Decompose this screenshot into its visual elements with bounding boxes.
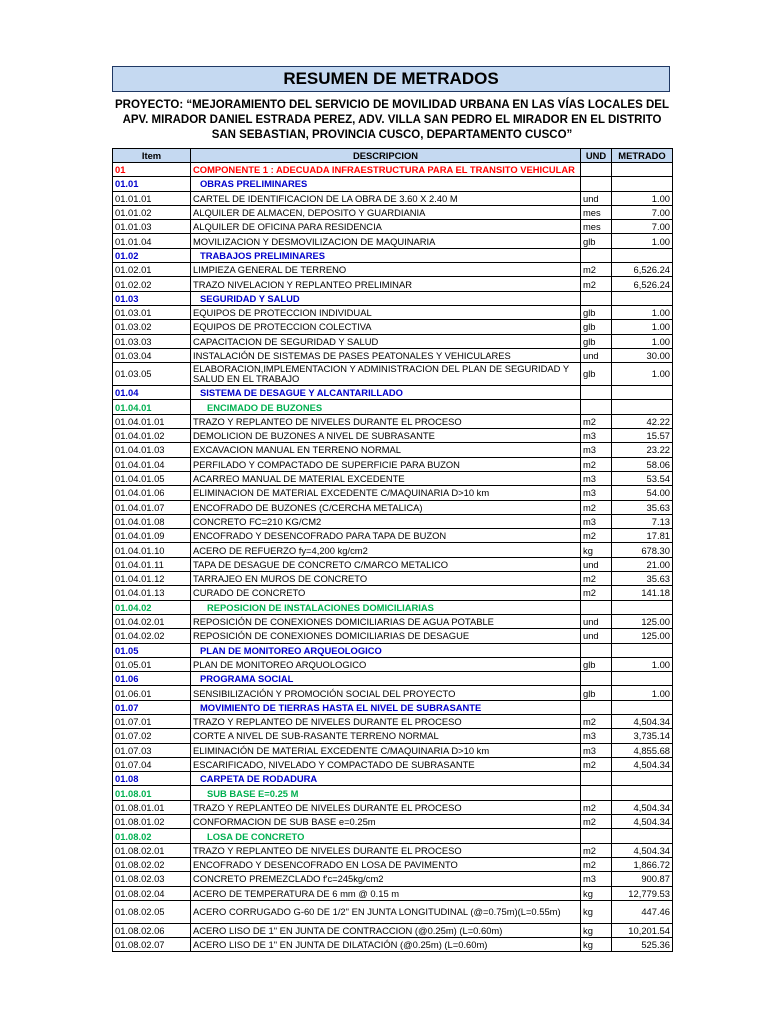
item-code-cell: 01.04 [113,386,191,400]
table-row [113,572,673,586]
metrado-cell: 54.00 [612,486,673,500]
metrado-cell: 125.00 [612,629,673,643]
item-code-cell: 01.04.01.08 [113,514,191,528]
unit-cell: m2 [581,414,612,428]
unit-cell: m2 [581,500,612,514]
table-row [113,291,673,305]
table-row [113,600,673,614]
description-cell: TRAZO Y REPLANTEO DE NIVELES DURANTE EL PROCESO [191,800,581,814]
item-code-cell: 01.07.04 [113,757,191,771]
description-cell: SUB BASE E=0.25 M [191,786,581,800]
metrado-cell [612,400,673,414]
item-code-cell: 01.04.01 [113,400,191,414]
unit-cell: m3 [581,443,612,457]
item-code-cell: 01.04.01.10 [113,543,191,557]
description-cell: ENCOFRADO Y DESENCOFRADO PARA TAPA DE BUZON [191,529,581,543]
table-row [113,305,673,319]
description-cell: CARPETA DE RODADURA [191,772,581,786]
unit-cell: und [581,629,612,643]
item-code-cell: 01.08.01 [113,786,191,800]
table-row [113,429,673,443]
metrado-cell: 17.81 [612,529,673,543]
unit-cell [581,177,612,191]
metrado-cell [612,163,673,177]
metrado-cell: 42.22 [612,414,673,428]
item-code-cell: 01.08.01.01 [113,800,191,814]
description-cell: INSTALACIÓN DE SISTEMAS DE PASES PEATONALES Y VEHICULARES [191,348,581,362]
metrado-cell: 35.63 [612,572,673,586]
table-row [113,320,673,334]
unit-cell: und [581,348,612,362]
unit-cell [581,163,612,177]
item-code-cell: 01.08.02.04 [113,886,191,900]
item-code-cell: 01.07.02 [113,729,191,743]
item-code-cell: 01.03.04 [113,348,191,362]
metrado-cell: 1,866.72 [612,857,673,871]
metrado-cell: 1.00 [612,305,673,319]
item-code-cell: 01.04.01.06 [113,486,191,500]
metrado-cell: 525.36 [612,938,673,952]
table-row [113,363,673,386]
description-cell: LOSA DE CONCRETO [191,829,581,843]
metrado-cell: 3,735.14 [612,729,673,743]
table-row [113,672,673,686]
description-cell: ACARREO MANUAL DE MATERIAL EXCEDENTE [191,471,581,485]
description-cell: ACERO DE REFUERZO fy=4,200 kg/cm2 [191,543,581,557]
table-row [113,471,673,485]
metrado-cell: 4,504.34 [612,815,673,829]
metrado-cell: 10,201.54 [612,923,673,937]
item-code-cell: 01.04.01.12 [113,572,191,586]
unit-cell: m3 [581,743,612,757]
unit-cell [581,829,612,843]
metrado-cell [612,600,673,614]
header-metrado: METRADO [612,149,673,163]
unit-cell: m2 [581,714,612,728]
item-code-cell: 01.06 [113,672,191,686]
unit-cell: und [581,557,612,571]
description-cell: REPOSICIÓN DE CONEXIONES DOMICILIARIAS DE DESAGUE [191,629,581,643]
description-cell: PERFILADO Y COMPACTADO DE SUPERFICIE PARA BUZON [191,457,581,471]
item-code-cell: 01.03.05 [113,363,191,386]
unit-cell: m2 [581,857,612,871]
document-title: RESUMEN DE METRADOS [112,66,670,92]
metrado-cell: 21.00 [612,557,673,571]
metrado-cell: 1.00 [612,320,673,334]
unit-cell: m2 [581,843,612,857]
table-row [113,163,673,177]
table-row [113,457,673,471]
unit-cell: glb [581,334,612,348]
metrado-cell [612,291,673,305]
unit-cell: m2 [581,529,612,543]
description-cell: TRAZO Y REPLANTEO DE NIVELES DURANTE EL PROCESO [191,843,581,857]
description-cell: PLAN DE MONITOREO ARQUEOLOGICO [191,643,581,657]
item-code-cell: 01.01.02 [113,205,191,219]
table-row [113,886,673,900]
table-row [113,686,673,700]
table-row [113,815,673,829]
metrado-cell [612,672,673,686]
metrado-cell: 1.00 [612,363,673,386]
item-code-cell: 01.04.01.01 [113,414,191,428]
item-code-cell: 01.03 [113,291,191,305]
header-unit: UND [581,149,612,163]
table-row [113,234,673,248]
unit-cell: m2 [581,263,612,277]
item-code-cell: 01.02.02 [113,277,191,291]
metrados-table [112,148,673,952]
description-cell: DEMOLICION DE BUZONES A NIVEL DE SUBRASANTE [191,429,581,443]
metrado-cell [612,643,673,657]
metrado-cell [612,386,673,400]
unit-cell [581,600,612,614]
item-code-cell: 01.08.02.07 [113,938,191,952]
table-row [113,514,673,528]
description-cell: TRAZO NIVELACION Y REPLANTEO PRELIMINAR [191,277,581,291]
table-row [113,248,673,262]
description-cell: ESCARIFICADO, NIVELADO Y COMPACTADO DE SUBRASANTE [191,757,581,771]
table-row [113,486,673,500]
description-cell: ACERO CORRUGADO G-60 DE 1/2" EN JUNTA LONGITUDINAL (@=0.75m)(L=0.55m) [191,900,581,923]
unit-cell: kg [581,938,612,952]
metrado-cell: 7.00 [612,205,673,219]
table-row [113,614,673,628]
unit-cell: kg [581,900,612,923]
metrado-cell: 35.63 [612,500,673,514]
unit-cell: glb [581,320,612,334]
unit-cell [581,700,612,714]
table-row [113,220,673,234]
unit-cell: kg [581,923,612,937]
unit-cell: m2 [581,277,612,291]
unit-cell [581,400,612,414]
metrado-cell: 1.00 [612,334,673,348]
table-row [113,714,673,728]
item-code-cell: 01.07.03 [113,743,191,757]
description-cell: ENCOFRADO DE BUZONES (C/CERCHA METALICA) [191,500,581,514]
description-cell: EQUIPOS DE PROTECCION INDIVIDUAL [191,305,581,319]
table-row [113,334,673,348]
table-row [113,900,673,923]
table-row [113,348,673,362]
unit-cell [581,772,612,786]
table-row [113,386,673,400]
description-cell: SISTEMA DE DESAGUE Y ALCANTARILLADO [191,386,581,400]
table-row [113,800,673,814]
table-row [113,643,673,657]
unit-cell [581,386,612,400]
description-cell: EXCAVACION MANUAL EN TERRENO NORMAL [191,443,581,457]
item-code-cell: 01.04.01.05 [113,471,191,485]
metrado-cell: 447.46 [612,900,673,923]
unit-cell: m2 [581,757,612,771]
metrado-cell: 125.00 [612,614,673,628]
description-cell: LIMPIEZA GENERAL DE TERRENO [191,263,581,277]
description-cell: CONFORMACION DE SUB BASE e=0.25m [191,815,581,829]
table-row [113,757,673,771]
description-cell: PLAN DE MONITOREO ARQUOLOGICO [191,657,581,671]
metrado-cell [612,829,673,843]
table-row [113,729,673,743]
header-description: DESCRIPCION [191,149,581,163]
description-cell: TAPA DE DESAGUE DE CONCRETO C/MARCO METALICO [191,557,581,571]
table-row [113,843,673,857]
metrado-cell: 1.00 [612,657,673,671]
table-row [113,657,673,671]
description-cell: ACERO LISO DE 1" EN JUNTA DE DILATACIÓN (@0.25m) (L=0.60m) [191,938,581,952]
unit-cell: mes [581,205,612,219]
unit-cell: m3 [581,729,612,743]
table-body [113,163,673,952]
table-row [113,743,673,757]
metrado-cell: 141.18 [612,586,673,600]
metrado-cell: 6,526.24 [612,277,673,291]
unit-cell [581,291,612,305]
unit-cell: m2 [581,572,612,586]
table-row [113,443,673,457]
metrado-cell: 7.00 [612,220,673,234]
table-row [113,414,673,428]
table-row [113,700,673,714]
item-code-cell: 01.04.01.03 [113,443,191,457]
item-code-cell: 01.04.01.11 [113,557,191,571]
metrado-cell: 4,504.34 [612,714,673,728]
description-cell: ACERO LISO DE 1" EN JUNTA DE CONTRACCION (@0.25m) (L=0.60m) [191,923,581,937]
unit-cell: m2 [581,815,612,829]
description-cell: CORTE A NIVEL DE SUB-RASANTE TERRENO NORMAL [191,729,581,743]
description-cell: OBRAS PRELIMINARES [191,177,581,191]
unit-cell: m3 [581,514,612,528]
item-code-cell: 01.03.03 [113,334,191,348]
item-code-cell: 01.08.02.05 [113,900,191,923]
table-row [113,500,673,514]
unit-cell [581,786,612,800]
item-code-cell: 01.03.02 [113,320,191,334]
item-code-cell: 01.08 [113,772,191,786]
item-code-cell: 01.07.01 [113,714,191,728]
description-cell: TARRAJEO EN MUROS DE CONCRETO [191,572,581,586]
table-row [113,177,673,191]
description-cell: ELIMINACIÓN DE MATERIAL EXCEDENTE C/MAQUINARIA D>10 km [191,743,581,757]
unit-cell: glb [581,686,612,700]
metrado-cell: 1.00 [612,191,673,205]
description-cell: MOVIMIENTO DE TIERRAS HASTA EL NIVEL DE SUBRASANTE [191,700,581,714]
unit-cell: m3 [581,486,612,500]
item-code-cell: 01.05 [113,643,191,657]
metrado-cell [612,177,673,191]
table-row [113,857,673,871]
description-cell: REPOSICION DE INSTALACIONES DOMICILIARIAS [191,600,581,614]
metrado-cell [612,772,673,786]
unit-cell: kg [581,543,612,557]
table-row [113,543,673,557]
item-code-cell: 01.04.02.01 [113,614,191,628]
item-code-cell: 01.04.01.04 [113,457,191,471]
unit-cell: und [581,191,612,205]
table-row [113,263,673,277]
description-cell: TRAZO Y REPLANTEO DE NIVELES DURANTE EL PROCESO [191,414,581,428]
metrado-cell: 12,779.53 [612,886,673,900]
metrado-cell: 6,526.24 [612,263,673,277]
item-code-cell: 01.08.02.03 [113,872,191,886]
metrado-cell: 4,855.68 [612,743,673,757]
table-row [113,205,673,219]
unit-cell: m3 [581,872,612,886]
description-cell: TRAZO Y REPLANTEO DE NIVELES DURANTE EL PROCESO [191,714,581,728]
item-code-cell: 01.08.01.02 [113,815,191,829]
metrado-cell: 30.00 [612,348,673,362]
item-code-cell: 01.08.02.01 [113,843,191,857]
table-row [113,529,673,543]
metrado-cell: 1.00 [612,686,673,700]
unit-cell [581,643,612,657]
description-cell: COMPONENTE 1 : ADECUADA INFRAESTRUCTURA PARA EL TRANSITO VEHICULAR [191,163,581,177]
unit-cell [581,672,612,686]
unit-cell: m3 [581,471,612,485]
description-cell: CAPACITACION DE SEGURIDAD Y SALUD [191,334,581,348]
item-code-cell: 01.01.04 [113,234,191,248]
unit-cell: mes [581,220,612,234]
item-code-cell: 01.04.01.13 [113,586,191,600]
unit-cell: glb [581,363,612,386]
table-row [113,277,673,291]
item-code-cell: 01.04.02 [113,600,191,614]
item-code-cell: 01.03.01 [113,305,191,319]
metrado-cell [612,700,673,714]
table-row [113,586,673,600]
description-cell: SENSIBILIZACIÓN Y PROMOCIÓN SOCIAL DEL PROYECTO [191,686,581,700]
metrado-cell: 4,504.34 [612,800,673,814]
table-row [113,191,673,205]
unit-cell: m2 [581,457,612,471]
metrado-cell: 1.00 [612,234,673,248]
description-cell: ELABORACION,IMPLEMENTACION Y ADMINISTRACION DEL PLAN DE SEGURIDAD Y SALUD EN EL TRABAJO [191,363,581,386]
description-cell: ALQUILER DE OFICINA PARA RESIDENCIA [191,220,581,234]
description-cell: ENCOFRADO Y DESENCOFRADO EN LOSA DE PAVIMENTO [191,857,581,871]
item-code-cell: 01.04.01.02 [113,429,191,443]
metrado-cell: 678.30 [612,543,673,557]
item-code-cell: 01.06.01 [113,686,191,700]
item-code-cell: 01.02.01 [113,263,191,277]
item-code-cell: 01.04.01.07 [113,500,191,514]
item-code-cell: 01 [113,163,191,177]
item-code-cell: 01.04.01.09 [113,529,191,543]
unit-cell [581,248,612,262]
item-code-cell: 01.08.02 [113,829,191,843]
description-cell: EQUIPOS DE PROTECCION COLECTIVA [191,320,581,334]
description-cell: TRABAJOS PRELIMINARES [191,248,581,262]
item-code-cell: 01.01.03 [113,220,191,234]
unit-cell: m2 [581,800,612,814]
metrado-cell: 15.57 [612,429,673,443]
unit-cell: m3 [581,429,612,443]
unit-cell: glb [581,305,612,319]
metrado-cell: 900.87 [612,872,673,886]
description-cell: SEGURIDAD Y SALUD [191,291,581,305]
metrado-cell: 58.06 [612,457,673,471]
metrado-cell [612,786,673,800]
unit-cell: kg [581,886,612,900]
table-row [113,829,673,843]
description-cell: REPOSICIÓN DE CONEXIONES DOMICILIARIAS DE AGUA POTABLE [191,614,581,628]
unit-cell: und [581,614,612,628]
item-code-cell: 01.01.01 [113,191,191,205]
table-row [113,938,673,952]
description-cell: ENCIMADO DE BUZONES [191,400,581,414]
table-row [113,557,673,571]
metrado-cell: 23.22 [612,443,673,457]
metrado-cell: 4,504.34 [612,757,673,771]
description-cell: CURADO DE CONCRETO [191,586,581,600]
item-code-cell: 01.05.01 [113,657,191,671]
metrado-cell [612,248,673,262]
item-code-cell: 01.08.02.02 [113,857,191,871]
item-code-cell: 01.04.02.02 [113,629,191,643]
unit-cell: glb [581,234,612,248]
description-cell: PROGRAMA SOCIAL [191,672,581,686]
item-code-cell: 01.02 [113,248,191,262]
table-row [113,923,673,937]
header-item: Item [113,149,191,163]
item-code-cell: 01.07 [113,700,191,714]
metrado-cell: 4,504.34 [612,843,673,857]
description-cell: ELIMINACION DE MATERIAL EXCEDENTE C/MAQUINARIA D>10 km [191,486,581,500]
description-cell: CONCRETO FC=210 KG/CM2 [191,514,581,528]
metrado-cell: 7.13 [612,514,673,528]
unit-cell: glb [581,657,612,671]
description-cell: ACERO DE TEMPERATURA DE 6 mm @ 0.15 m [191,886,581,900]
project-description: PROYECTO: “MEJORAMIENTO DEL SERVICIO DE MOVILIDAD URBANA EN LAS VÍAS LOCALES DEL APV. MIRADOR DANIEL ESTRADA PEREZ, ADV. VILLA SAN PEDRO EL MIRADOR EN EL DISTRITO SAN SEBASTIAN, PROVINCIA CUSCO, DEPARTAMENTO CUSCO” [115,99,669,141]
table-row [113,872,673,886]
table-row [113,772,673,786]
table-header-row [113,149,673,163]
metrado-cell: 53.54 [612,471,673,485]
unit-cell: m2 [581,586,612,600]
description-cell: ALQUILER DE ALMACEN, DEPOSITO Y GUARDIANIA [191,205,581,219]
description-cell: CONCRETO PREMEZCLADO f'c=245kg/cm2 [191,872,581,886]
item-code-cell: 01.08.02.06 [113,923,191,937]
table-row [113,786,673,800]
description-cell: MOVILIZACION Y DESMOVILIZACION DE MAQUINARIA [191,234,581,248]
table-row [113,629,673,643]
description-cell: CARTEL DE IDENTIFICACION DE LA OBRA DE 3.60 X 2.40 M [191,191,581,205]
item-code-cell: 01.01 [113,177,191,191]
table-row [113,400,673,414]
